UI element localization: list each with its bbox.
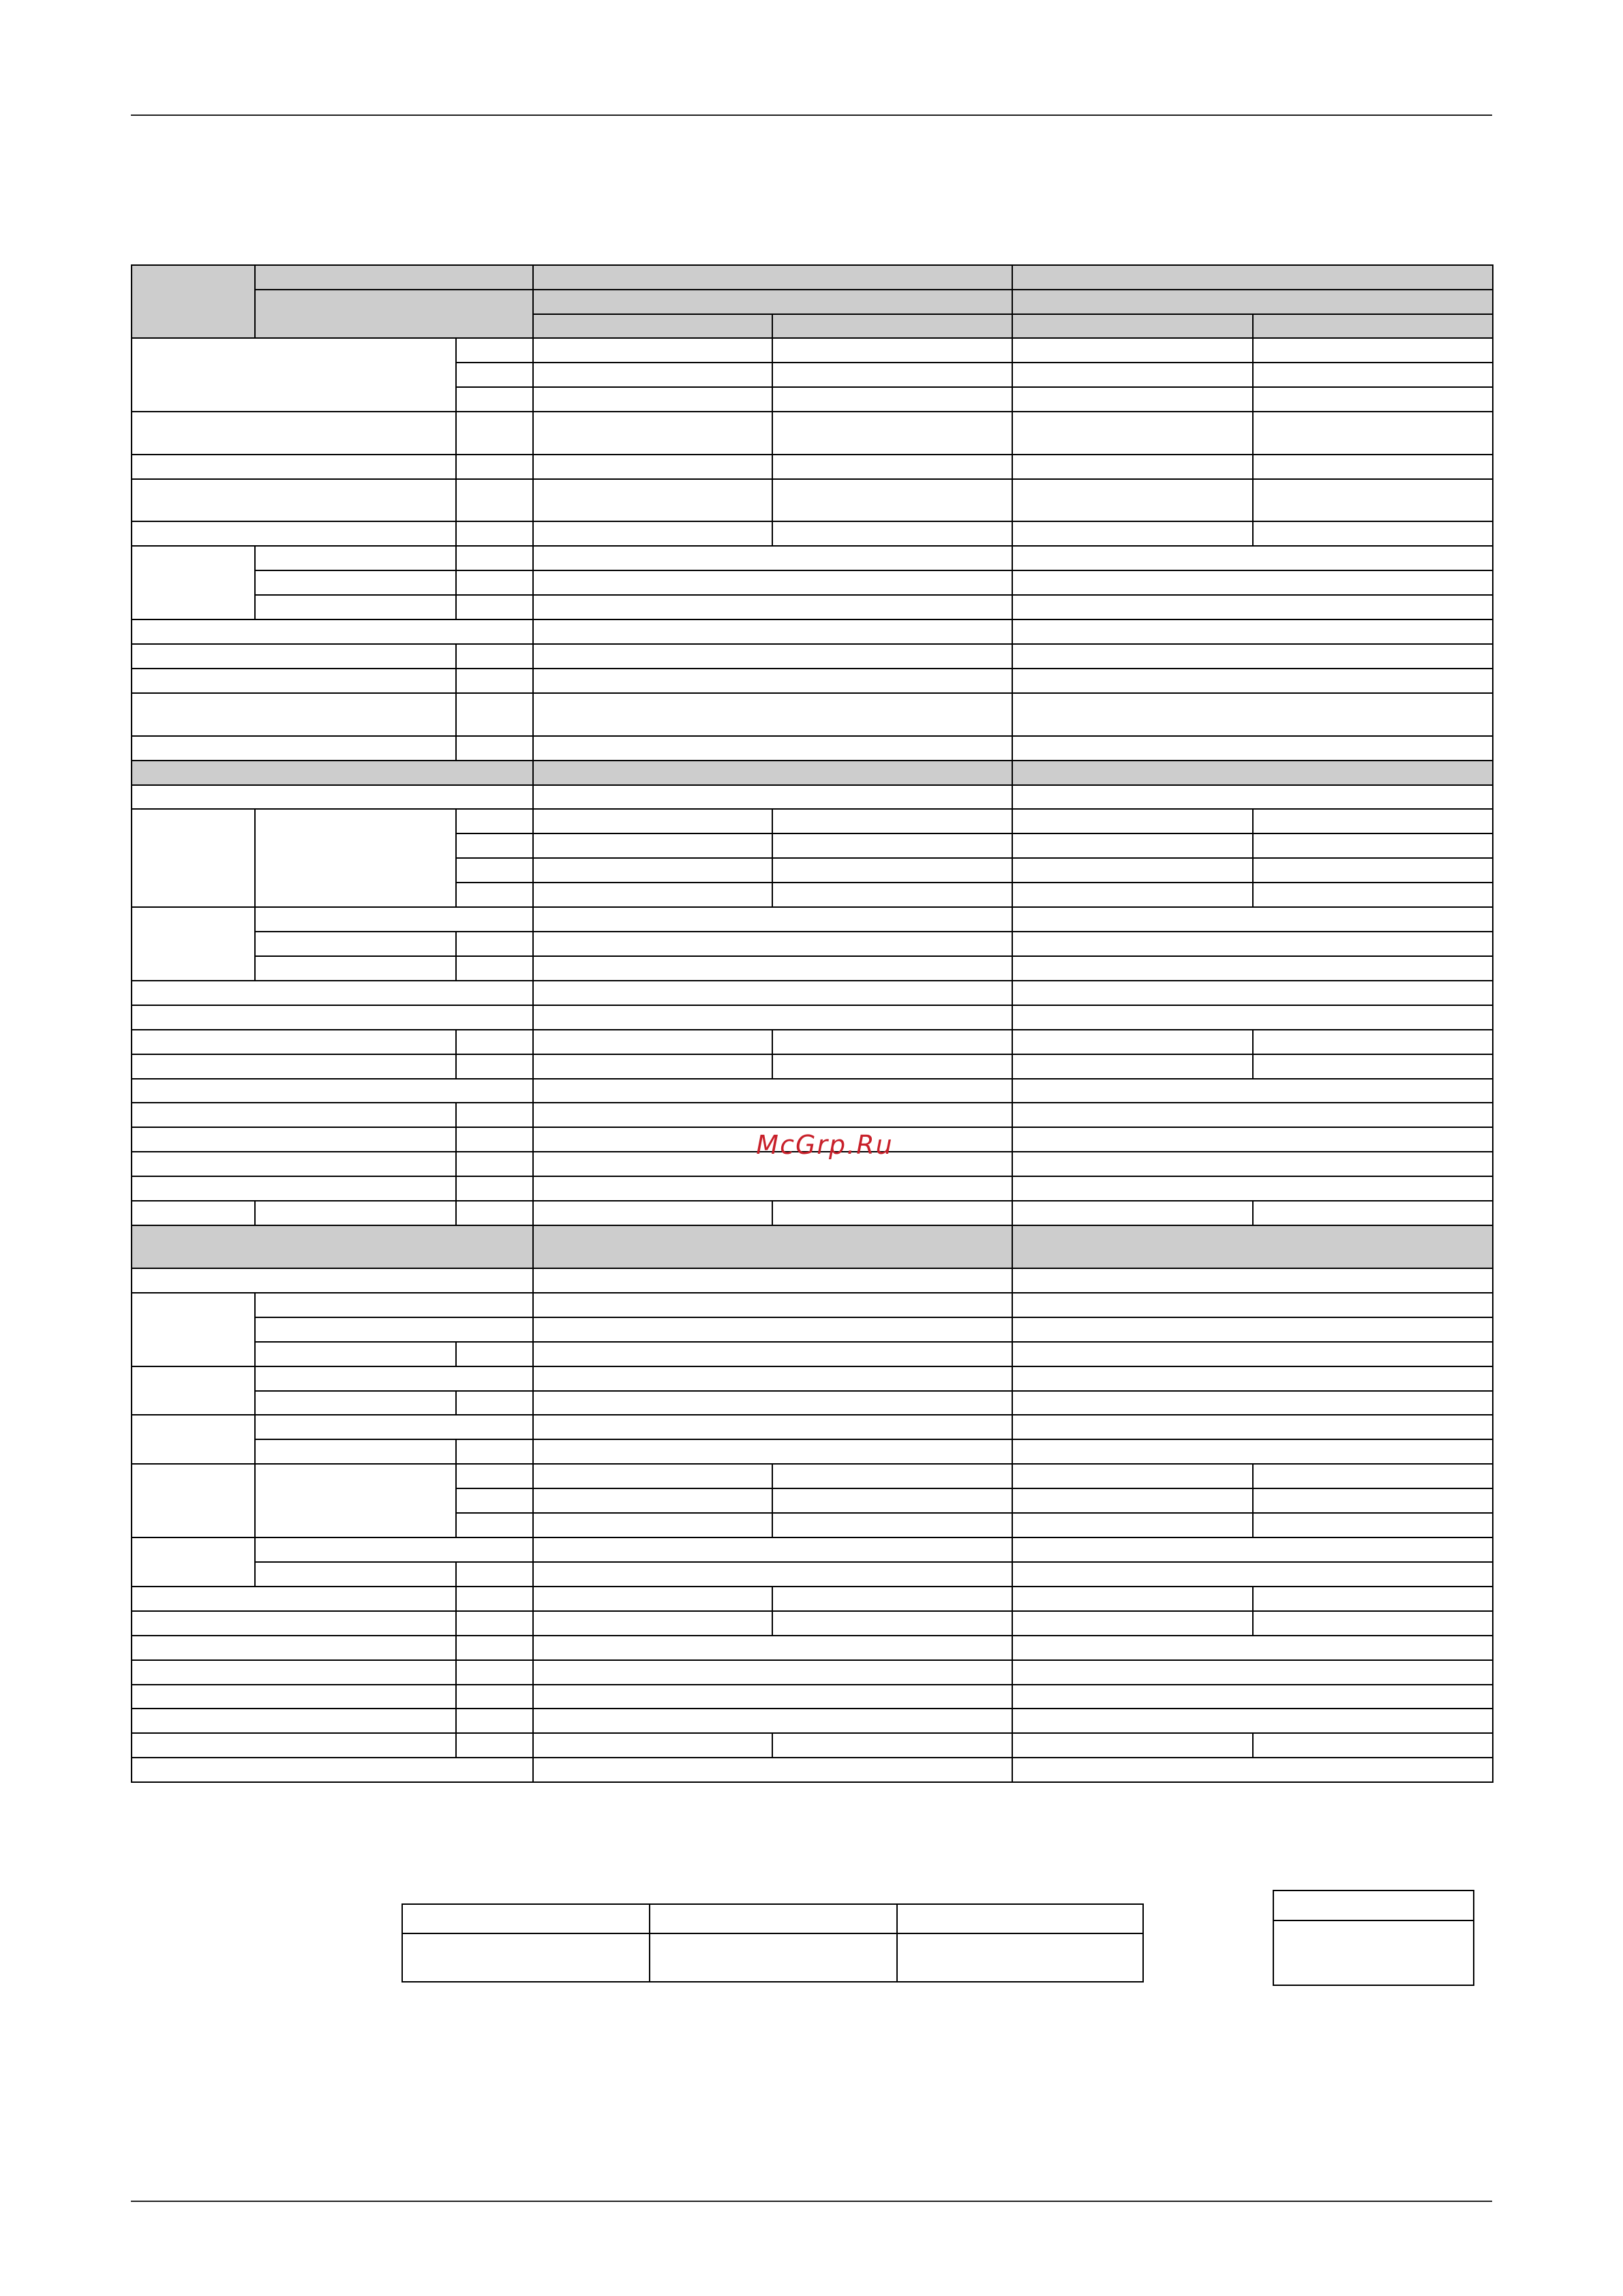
value-cell <box>1012 760 1493 786</box>
value-cell <box>532 1029 773 1055</box>
label-cell <box>131 692 457 737</box>
value-cell <box>532 1586 773 1612</box>
value-cell <box>532 478 773 522</box>
header-cell <box>1012 264 1493 290</box>
value-cell <box>1012 1292 1493 1318</box>
value-cell <box>532 1390 1013 1415</box>
value-cell <box>532 1078 1013 1103</box>
label-cell <box>131 1176 457 1201</box>
unit-cell <box>455 1586 534 1612</box>
label-cell <box>254 1317 534 1343</box>
value-cell <box>1252 833 1493 859</box>
value-cell <box>1012 692 1493 737</box>
footer-rule <box>131 2201 1492 2202</box>
unit-cell <box>455 545 534 571</box>
header-cell <box>532 264 1013 290</box>
unit-cell <box>455 1561 534 1587</box>
label-cell <box>254 1463 457 1538</box>
label-cell <box>254 1341 457 1367</box>
value-cell <box>1012 1414 1493 1440</box>
label-cell <box>131 478 457 522</box>
value-cell <box>1012 545 1493 571</box>
label-cell <box>254 931 457 957</box>
value-cell <box>1012 668 1493 694</box>
value-cell <box>532 735 1013 761</box>
label-cell <box>254 1366 534 1392</box>
value-cell <box>532 906 1013 932</box>
value-cell <box>772 478 1013 522</box>
value-cell <box>1012 1054 1254 1080</box>
value-cell <box>532 1488 773 1514</box>
value-cell <box>772 454 1013 480</box>
unit-cell <box>455 1439 534 1465</box>
label-cell <box>131 1151 457 1177</box>
value-cell <box>1012 1488 1254 1514</box>
unit-cell <box>455 833 534 859</box>
value-cell <box>772 386 1013 412</box>
value-cell <box>1012 808 1254 834</box>
label-cell <box>131 643 457 669</box>
value-cell <box>532 1341 1013 1367</box>
label-cell <box>254 955 457 981</box>
label-cell <box>131 735 457 761</box>
value-cell <box>532 1439 1013 1465</box>
label-cell <box>131 411 457 455</box>
value-cell <box>1012 735 1493 761</box>
group-cell <box>131 545 256 620</box>
value-cell <box>1252 1488 1493 1514</box>
value-cell <box>1252 478 1493 522</box>
unit-cell <box>455 570 534 596</box>
value-cell <box>772 1512 1013 1538</box>
value-cell <box>1252 337 1493 363</box>
label-cell <box>131 1078 534 1103</box>
value-cell <box>1012 1635 1493 1661</box>
group-cell <box>131 1463 256 1538</box>
value-cell <box>532 1708 1013 1734</box>
unit-cell <box>455 454 534 480</box>
label-cell <box>254 1200 457 1226</box>
value-cell <box>532 1366 1013 1392</box>
label-cell <box>254 1292 534 1318</box>
value-cell <box>532 1317 1013 1343</box>
value-cell <box>772 337 1013 363</box>
value-cell <box>1012 980 1493 1006</box>
header-cell <box>254 264 534 290</box>
value-cell <box>532 692 1013 737</box>
value-cell <box>1012 1317 1493 1343</box>
value-cell <box>1012 1151 1493 1177</box>
value-cell <box>1252 1463 1493 1489</box>
label-cell <box>254 545 457 571</box>
label-cell <box>254 1537 534 1563</box>
unit-cell <box>455 521 534 547</box>
label-cell <box>131 1732 457 1758</box>
unit-cell <box>455 1151 534 1177</box>
unit-cell <box>455 1127 534 1152</box>
unit-cell <box>455 337 534 363</box>
value-cell <box>1012 833 1254 859</box>
header-cell <box>254 289 534 339</box>
value-cell <box>532 643 1013 669</box>
group-cell <box>131 808 256 908</box>
unit-cell <box>455 1176 534 1201</box>
label-cell <box>131 1586 457 1612</box>
value-cell <box>1012 1366 1493 1392</box>
value-cell <box>1012 1200 1254 1226</box>
unit-cell <box>455 955 534 981</box>
label-cell <box>254 1561 457 1587</box>
value-cell <box>1012 411 1254 455</box>
header-cell <box>1252 313 1493 339</box>
value-cell <box>1252 1054 1493 1080</box>
value-cell <box>1012 643 1493 669</box>
value-cell <box>1012 1537 1493 1563</box>
label-cell <box>131 1029 457 1055</box>
label-cell <box>131 1225 534 1269</box>
value-cell <box>1012 857 1254 883</box>
value-cell <box>1252 362 1493 388</box>
value-cell <box>532 1537 1013 1563</box>
unit-cell <box>455 478 534 522</box>
summary-cell <box>649 1903 898 1934</box>
value-cell <box>532 760 1013 786</box>
value-cell <box>1012 386 1254 412</box>
header-cell <box>1012 313 1254 339</box>
value-cell <box>1012 362 1254 388</box>
label-cell <box>254 1414 534 1440</box>
label-cell <box>254 808 457 908</box>
value-cell <box>532 337 773 363</box>
value-cell <box>1012 906 1493 932</box>
value-cell <box>1012 1463 1254 1489</box>
value-cell <box>1252 808 1493 834</box>
value-cell <box>532 1732 773 1758</box>
value-cell <box>1012 1561 1493 1587</box>
label-cell <box>131 784 534 810</box>
value-cell <box>1252 1586 1493 1612</box>
value-cell <box>772 1488 1013 1514</box>
label-cell <box>131 521 457 547</box>
value-cell <box>532 1659 1013 1685</box>
value-cell <box>1012 1102 1493 1128</box>
value-cell <box>532 833 773 859</box>
value-cell <box>1012 1757 1493 1783</box>
label-cell <box>131 1659 457 1685</box>
value-cell <box>532 980 1013 1006</box>
label-cell <box>131 980 534 1006</box>
unit-cell <box>455 1341 534 1367</box>
header-cell <box>772 313 1013 339</box>
value-cell <box>532 570 1013 596</box>
value-cell <box>1012 1176 1493 1201</box>
header-cell <box>131 264 256 339</box>
value-cell <box>532 362 773 388</box>
value-cell <box>1012 1732 1254 1758</box>
value-cell <box>532 1610 773 1636</box>
value-cell <box>1012 1439 1493 1465</box>
summary-cell <box>649 1933 898 1983</box>
value-cell <box>532 1463 773 1489</box>
unit-cell <box>455 1512 534 1538</box>
value-cell <box>532 808 773 834</box>
value-cell <box>532 594 1013 620</box>
value-cell <box>1012 931 1493 957</box>
unit-cell <box>455 1390 534 1415</box>
value-cell <box>532 1561 1013 1587</box>
value-cell <box>1012 1512 1254 1538</box>
group-cell <box>131 1366 256 1415</box>
value-cell <box>772 1029 1013 1055</box>
label-cell <box>131 1054 457 1080</box>
label-cell <box>131 1200 256 1226</box>
value-cell <box>1012 1225 1493 1269</box>
value-cell <box>1012 1708 1493 1734</box>
value-cell <box>1012 478 1254 522</box>
value-cell <box>532 619 1013 645</box>
unit-cell <box>455 1684 534 1709</box>
value-cell <box>1252 386 1493 412</box>
unit-cell <box>455 857 534 883</box>
value-cell <box>532 1414 1013 1440</box>
label-cell <box>254 906 534 932</box>
value-cell <box>532 857 773 883</box>
group-cell <box>131 1292 256 1367</box>
summary-cell <box>401 1903 650 1934</box>
unit-cell <box>455 643 534 669</box>
value-cell <box>1012 619 1493 645</box>
unit-cell <box>455 1463 534 1489</box>
value-cell <box>532 1292 1013 1318</box>
unit-cell <box>455 692 534 737</box>
value-cell <box>532 545 1013 571</box>
value-cell <box>1252 1200 1493 1226</box>
unit-cell <box>455 735 534 761</box>
value-cell <box>1012 784 1493 810</box>
label-cell <box>131 1127 457 1152</box>
value-cell <box>772 1200 1013 1226</box>
value-cell <box>532 1005 1013 1030</box>
unit-cell <box>455 1029 534 1055</box>
unit-cell <box>455 1732 534 1758</box>
value-cell <box>1012 1390 1493 1415</box>
label-cell <box>131 1757 534 1783</box>
value-cell <box>1012 337 1254 363</box>
unit-cell <box>455 362 534 388</box>
value-cell <box>1252 411 1493 455</box>
unit-cell <box>455 1659 534 1685</box>
value-cell <box>532 1225 1013 1269</box>
value-cell <box>772 808 1013 834</box>
group-cell <box>131 906 256 981</box>
value-cell <box>1252 1732 1493 1758</box>
unit-cell <box>455 1708 534 1734</box>
label-cell <box>131 1268 534 1294</box>
value-cell <box>1252 1610 1493 1636</box>
value-cell <box>1252 857 1493 883</box>
value-cell <box>532 411 773 455</box>
group-cell <box>131 1537 256 1587</box>
value-cell <box>1012 594 1493 620</box>
unit-cell <box>455 1610 534 1636</box>
label-cell <box>254 594 457 620</box>
value-cell <box>532 1684 1013 1709</box>
unit-cell <box>455 808 534 834</box>
value-cell <box>532 1268 1013 1294</box>
label-cell <box>254 1439 457 1465</box>
unit-cell <box>455 1102 534 1128</box>
summary-cell <box>401 1933 650 1983</box>
value-cell <box>1012 1127 1493 1152</box>
summary-cell <box>896 1903 1144 1934</box>
unit-cell <box>455 1200 534 1226</box>
label-cell <box>254 570 457 596</box>
value-cell <box>1012 1341 1493 1367</box>
stamp-box-body <box>1273 1920 1474 1986</box>
value-cell <box>532 454 773 480</box>
stamp-box-header <box>1273 1890 1474 1921</box>
unit-cell <box>455 668 534 694</box>
value-cell <box>1252 521 1493 547</box>
value-cell <box>1012 454 1254 480</box>
value-cell <box>772 1586 1013 1612</box>
value-cell <box>1012 521 1254 547</box>
value-cell <box>532 521 773 547</box>
watermark: McGrp.Ru <box>756 1130 894 1160</box>
value-cell <box>532 1200 773 1226</box>
value-cell <box>772 882 1013 908</box>
value-cell <box>772 1732 1013 1758</box>
value-cell <box>772 362 1013 388</box>
value-cell <box>772 1463 1013 1489</box>
value-cell <box>1012 1586 1254 1612</box>
label-cell <box>131 619 534 645</box>
value-cell <box>772 521 1013 547</box>
value-cell <box>1252 1512 1493 1538</box>
value-cell <box>1012 1005 1493 1030</box>
value-cell <box>532 1176 1013 1201</box>
unit-cell <box>455 411 534 455</box>
label-cell <box>131 1684 457 1709</box>
value-cell <box>532 1635 1013 1661</box>
value-cell <box>532 931 1013 957</box>
unit-cell <box>455 882 534 908</box>
value-cell <box>1252 1029 1493 1055</box>
label-cell <box>131 1635 457 1661</box>
value-cell <box>1012 1659 1493 1685</box>
unit-cell <box>455 594 534 620</box>
value-cell <box>1012 570 1493 596</box>
unit-cell <box>455 1054 534 1080</box>
label-cell <box>131 337 457 412</box>
value-cell <box>1012 1029 1254 1055</box>
value-cell <box>772 411 1013 455</box>
summary-cell <box>896 1933 1144 1983</box>
label-cell <box>131 1708 457 1734</box>
header-cell <box>532 313 773 339</box>
value-cell <box>532 1512 773 1538</box>
label-cell <box>254 1390 457 1415</box>
label-cell <box>131 760 534 786</box>
unit-cell <box>455 931 534 957</box>
header-cell <box>532 289 1013 315</box>
header-cell <box>1012 289 1493 315</box>
value-cell <box>532 1102 1013 1128</box>
value-cell <box>1252 882 1493 908</box>
value-cell <box>532 386 773 412</box>
value-cell <box>772 1054 1013 1080</box>
value-cell <box>1012 955 1493 981</box>
value-cell <box>1012 1078 1493 1103</box>
label-cell <box>131 1102 457 1128</box>
value-cell <box>1012 1610 1254 1636</box>
value-cell <box>1012 882 1254 908</box>
unit-cell <box>455 1488 534 1514</box>
value-cell <box>1252 454 1493 480</box>
value-cell <box>532 882 773 908</box>
value-cell <box>772 857 1013 883</box>
value-cell <box>532 1757 1013 1783</box>
value-cell <box>1012 1684 1493 1709</box>
value-cell <box>532 668 1013 694</box>
label-cell <box>131 668 457 694</box>
label-cell <box>131 1005 534 1030</box>
label-cell <box>131 454 457 480</box>
value-cell <box>532 1054 773 1080</box>
value-cell <box>1012 1268 1493 1294</box>
value-cell <box>772 833 1013 859</box>
value-cell <box>532 784 1013 810</box>
value-cell <box>772 1610 1013 1636</box>
label-cell <box>131 1610 457 1636</box>
group-cell <box>131 1414 256 1465</box>
unit-cell <box>455 1635 534 1661</box>
value-cell <box>532 955 1013 981</box>
unit-cell <box>455 386 534 412</box>
